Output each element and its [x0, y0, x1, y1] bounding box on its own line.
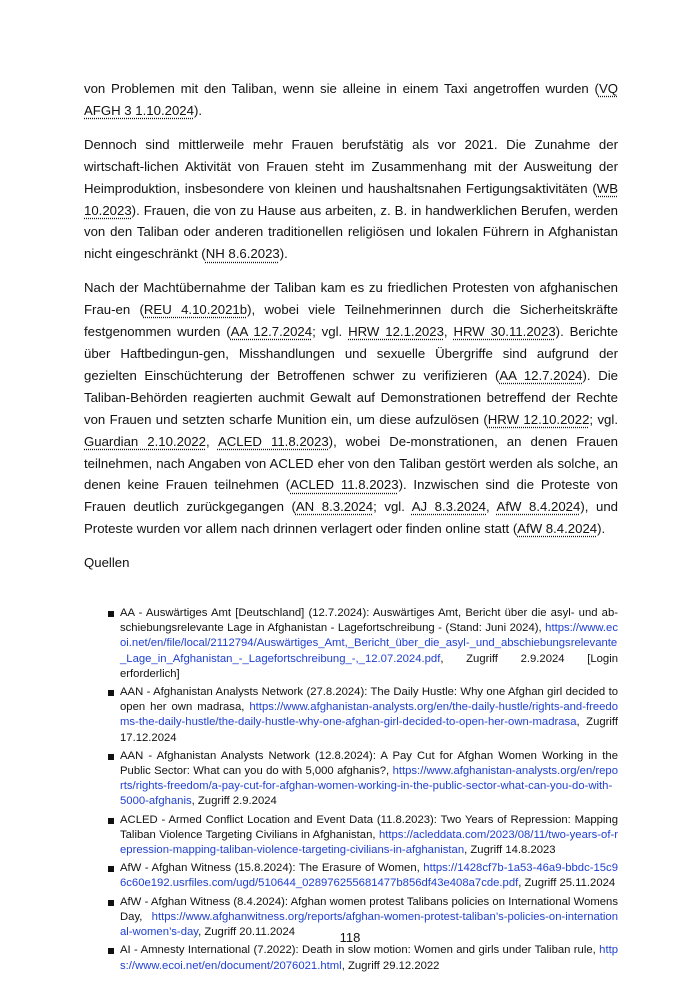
reference-item: [108, 749, 618, 810]
reference-access-date: , Zugriff 14.8.2023: [464, 844, 556, 857]
reference-item: [108, 943, 618, 973]
reference-access-date: , Zugriff 29.12.2022: [341, 959, 440, 972]
reference-access-date: , Zugriff 25.11.2024: [518, 877, 616, 890]
paragraph-text: ; vgl.: [589, 411, 618, 427]
body-text: [84, 78, 618, 540]
reference-item: [108, 861, 618, 891]
citation-link[interactable]: AJ 8.3.2024: [411, 499, 487, 515]
citation-link[interactable]: REU 4.10.2021b: [143, 302, 248, 318]
reference-text: AfW - Afghan Witness (15.8.2024): The Erasure of Women,: [120, 862, 424, 875]
reference-item: [108, 685, 618, 746]
paragraph-text: ).: [193, 102, 203, 118]
paragraph-text: ; vgl.: [373, 499, 412, 515]
paragraph-text: ). Berichte über Haftbedingun-gen, Misshandlungen und sexuelle Übergriffe sind aufgrund der gezielten Einschüchterung der Betroffenen schwer zu verifizieren (: [84, 324, 618, 383]
citation-link[interactable]: HRW 12.10.2022: [487, 411, 590, 427]
citation-link[interactable]: VQ AFGH 3 1.10.2024: [84, 81, 618, 118]
paragraph-text: ). Frauen, die von zu Hause aus arbeiten, z. B. in handwerklichen Berufen, werden von den Taliban oder anderen traditionellen religiösen und lokalen Führern in Afghanistan nicht eingeschränkt (: [84, 202, 618, 262]
reference-text: ACLED - Armed Conflict Location and Event Data (11.8.2023): Two Years of Repression: Mapping Taliban Violence Targeting Civilians in Afghanistan,: [120, 813, 618, 841]
paragraph-text: ), und Proteste wurden vor allem nach drinnen verlagert oder finden online statt (: [84, 499, 618, 537]
paragraph-text: von Problemen mit den Taliban, wenn sie alleine in einem Taxi angetroffen wurden (: [84, 81, 599, 96]
paragraph-text: ), wobei De-monstrationen, an denen Frauen teilnehmen, nach Angaben von ACLED eher von den Taliban gestört werden als solche, an denen keine Frauen teilnehmen (: [84, 433, 619, 493]
citation-link[interactable]: WB 10.2023: [84, 180, 618, 218]
paragraph-text: ).: [597, 521, 606, 537]
reference-url-link[interactable]: https://www.afghanistan-analysts.org/en/reports/rights-freedom/a-pay-cut-for-afghan-women-working-in-the-public-sector-what-can-you-do-with-5000-afghanis: [120, 765, 618, 808]
reference-item: [108, 606, 618, 682]
sources-heading: Quellen: [84, 555, 130, 571]
paragraph-text: Nach der Machtübernahme der Taliban kam es zu friedlichen Protesten von afghanischen Frau-en (: [84, 280, 618, 318]
reference-access-date: , Zugriff 20.11.2024: [198, 926, 296, 939]
reference-url-link[interactable]: https://www.ecoi.net/en/document/2076021.html: [120, 944, 618, 972]
reference-url-link[interactable]: https://www.ecoi.net/en/file/local/2112794/Auswärtiges_Amt,_Bericht_über_die_asyl-_und_abschiebungsrelevante_Lage_in_Afghanistan_-_Lagefortschreibung_-,_12.07.2024.pdf: [120, 622, 618, 665]
paragraph-text: ).: [279, 246, 288, 262]
body-paragraph: [84, 78, 618, 122]
citation-link[interactable]: AfW 8.4.2024: [517, 521, 598, 537]
paragraph-text: ,: [486, 499, 497, 515]
paragraph-text: Dennoch sind mittlerweile mehr Frauen berufstätig als vor 2021. Die Zunahme der wirtschaft-lichen Aktivität von Frauen steht im Zusammenhang mit der Ausweitung der Heimproduktion, insbesondere von kleinen und haushaltsnahen Fertigungsaktivitäten (: [84, 136, 618, 196]
citation-link[interactable]: HRW 30.11.2023: [453, 324, 556, 340]
paragraph-text: ), wobei viele Teilnehmerinnen durch die Sicherheitskräfte festgenommen wurden (: [84, 302, 619, 340]
citation-link[interactable]: ACLED 11.8.2023: [290, 477, 399, 493]
citation-link[interactable]: NH 8.6.2023: [205, 246, 280, 262]
reference-url-link[interactable]: https://1428cf7b-1a53-46a9-bbdc-15c96c60e192.usrfiles.com/ugd/510644_028976255681477b856df43e408a7cde.pdf: [120, 862, 618, 890]
reference-access-date: , Zugriff 17.12.2024: [120, 716, 618, 744]
reference-access-date: , Zugriff 2.9.2024 [Login erforderlich]: [120, 652, 618, 680]
reference-url-link[interactable]: https://acleddata.com/2023/08/11/two-years-of-repression-mapping-taliban-violence-targeting-civilians-in-afghanistan: [120, 828, 618, 857]
paragraph-text: ,: [443, 324, 454, 340]
reference-text: AAN - Afghanistan Analysts Network (27.8.2024): The Daily Hustle: Why one Afghan girl decided to open her own madrasa,: [120, 686, 618, 714]
reference-text: AA - Auswärtiges Amt [Deutschland] (12.7.2024): Auswärtiges Amt, Bericht über die asyl- und ab-schiebungsrelevante Lage in Afghanistan - Lagefortschreibung - (Stand: Juni 2024),: [120, 607, 618, 635]
reference-text: AI - Amnesty International (7.2022): Death in slow motion: Women and girls under Taliban rule,: [120, 944, 600, 957]
paragraph-text: ; vgl.: [312, 324, 349, 340]
page-content: [84, 78, 618, 977]
reference-text: AfW - Afghan Witness (8.4.2024): Afghan women protest Talibans policies on International Womens Day,: [120, 895, 618, 923]
page-number: 118: [339, 930, 361, 945]
citation-link[interactable]: AN 8.3.2024: [295, 499, 374, 515]
reference-text: AAN - Afghanistan Analysts Network (12.8.2024): A Pay Cut for Afghan Women Working in the Public Sector: What can you do with 5,000 afghanis?,: [120, 749, 618, 778]
reference-item: [108, 813, 618, 859]
paragraph-text: ,: [205, 433, 218, 449]
reference-url-link[interactable]: https://www.afghanwitness.org/reports/afghan-women-protest-taliban’s-policies-on-international-women’s-day: [120, 910, 618, 939]
paragraph-text: ). Inzwischen sind die Proteste von Frauen deutlich zurückgegangen (: [84, 477, 619, 515]
citation-link[interactable]: AfW 8.4.2024: [496, 499, 581, 515]
citation-link[interactable]: AA 12.7.2024: [499, 367, 583, 383]
body-paragraph: [84, 134, 618, 265]
citation-link[interactable]: AA 12.7.2024: [230, 324, 313, 340]
reference-url-link[interactable]: https://www.afghanistan-analysts.org/en/the-daily-hustle/rights-and-freedoms-the-daily-hustle/the-daily-hustle-why-one-afghan-girl-decided-to-open-her-own-madrasa: [120, 701, 618, 729]
reference-access-date: , Zugriff 2.9.2024: [191, 795, 277, 808]
citation-link[interactable]: ACLED 11.8.2023: [217, 433, 329, 449]
citation-link[interactable]: HRW 12.1.2023: [348, 324, 444, 340]
paragraph-text: ). Die Taliban-Behörden reagierten auchmit Gewalt auf Demonstrationen betreffend der Rechte von Frauen und setzten scharfe Munition ein, um diese aufzulösen (: [84, 367, 618, 427]
body-paragraph: [84, 277, 618, 540]
reference-list: [84, 606, 618, 974]
citation-link[interactable]: Guardian 2.10.2022: [84, 433, 206, 449]
